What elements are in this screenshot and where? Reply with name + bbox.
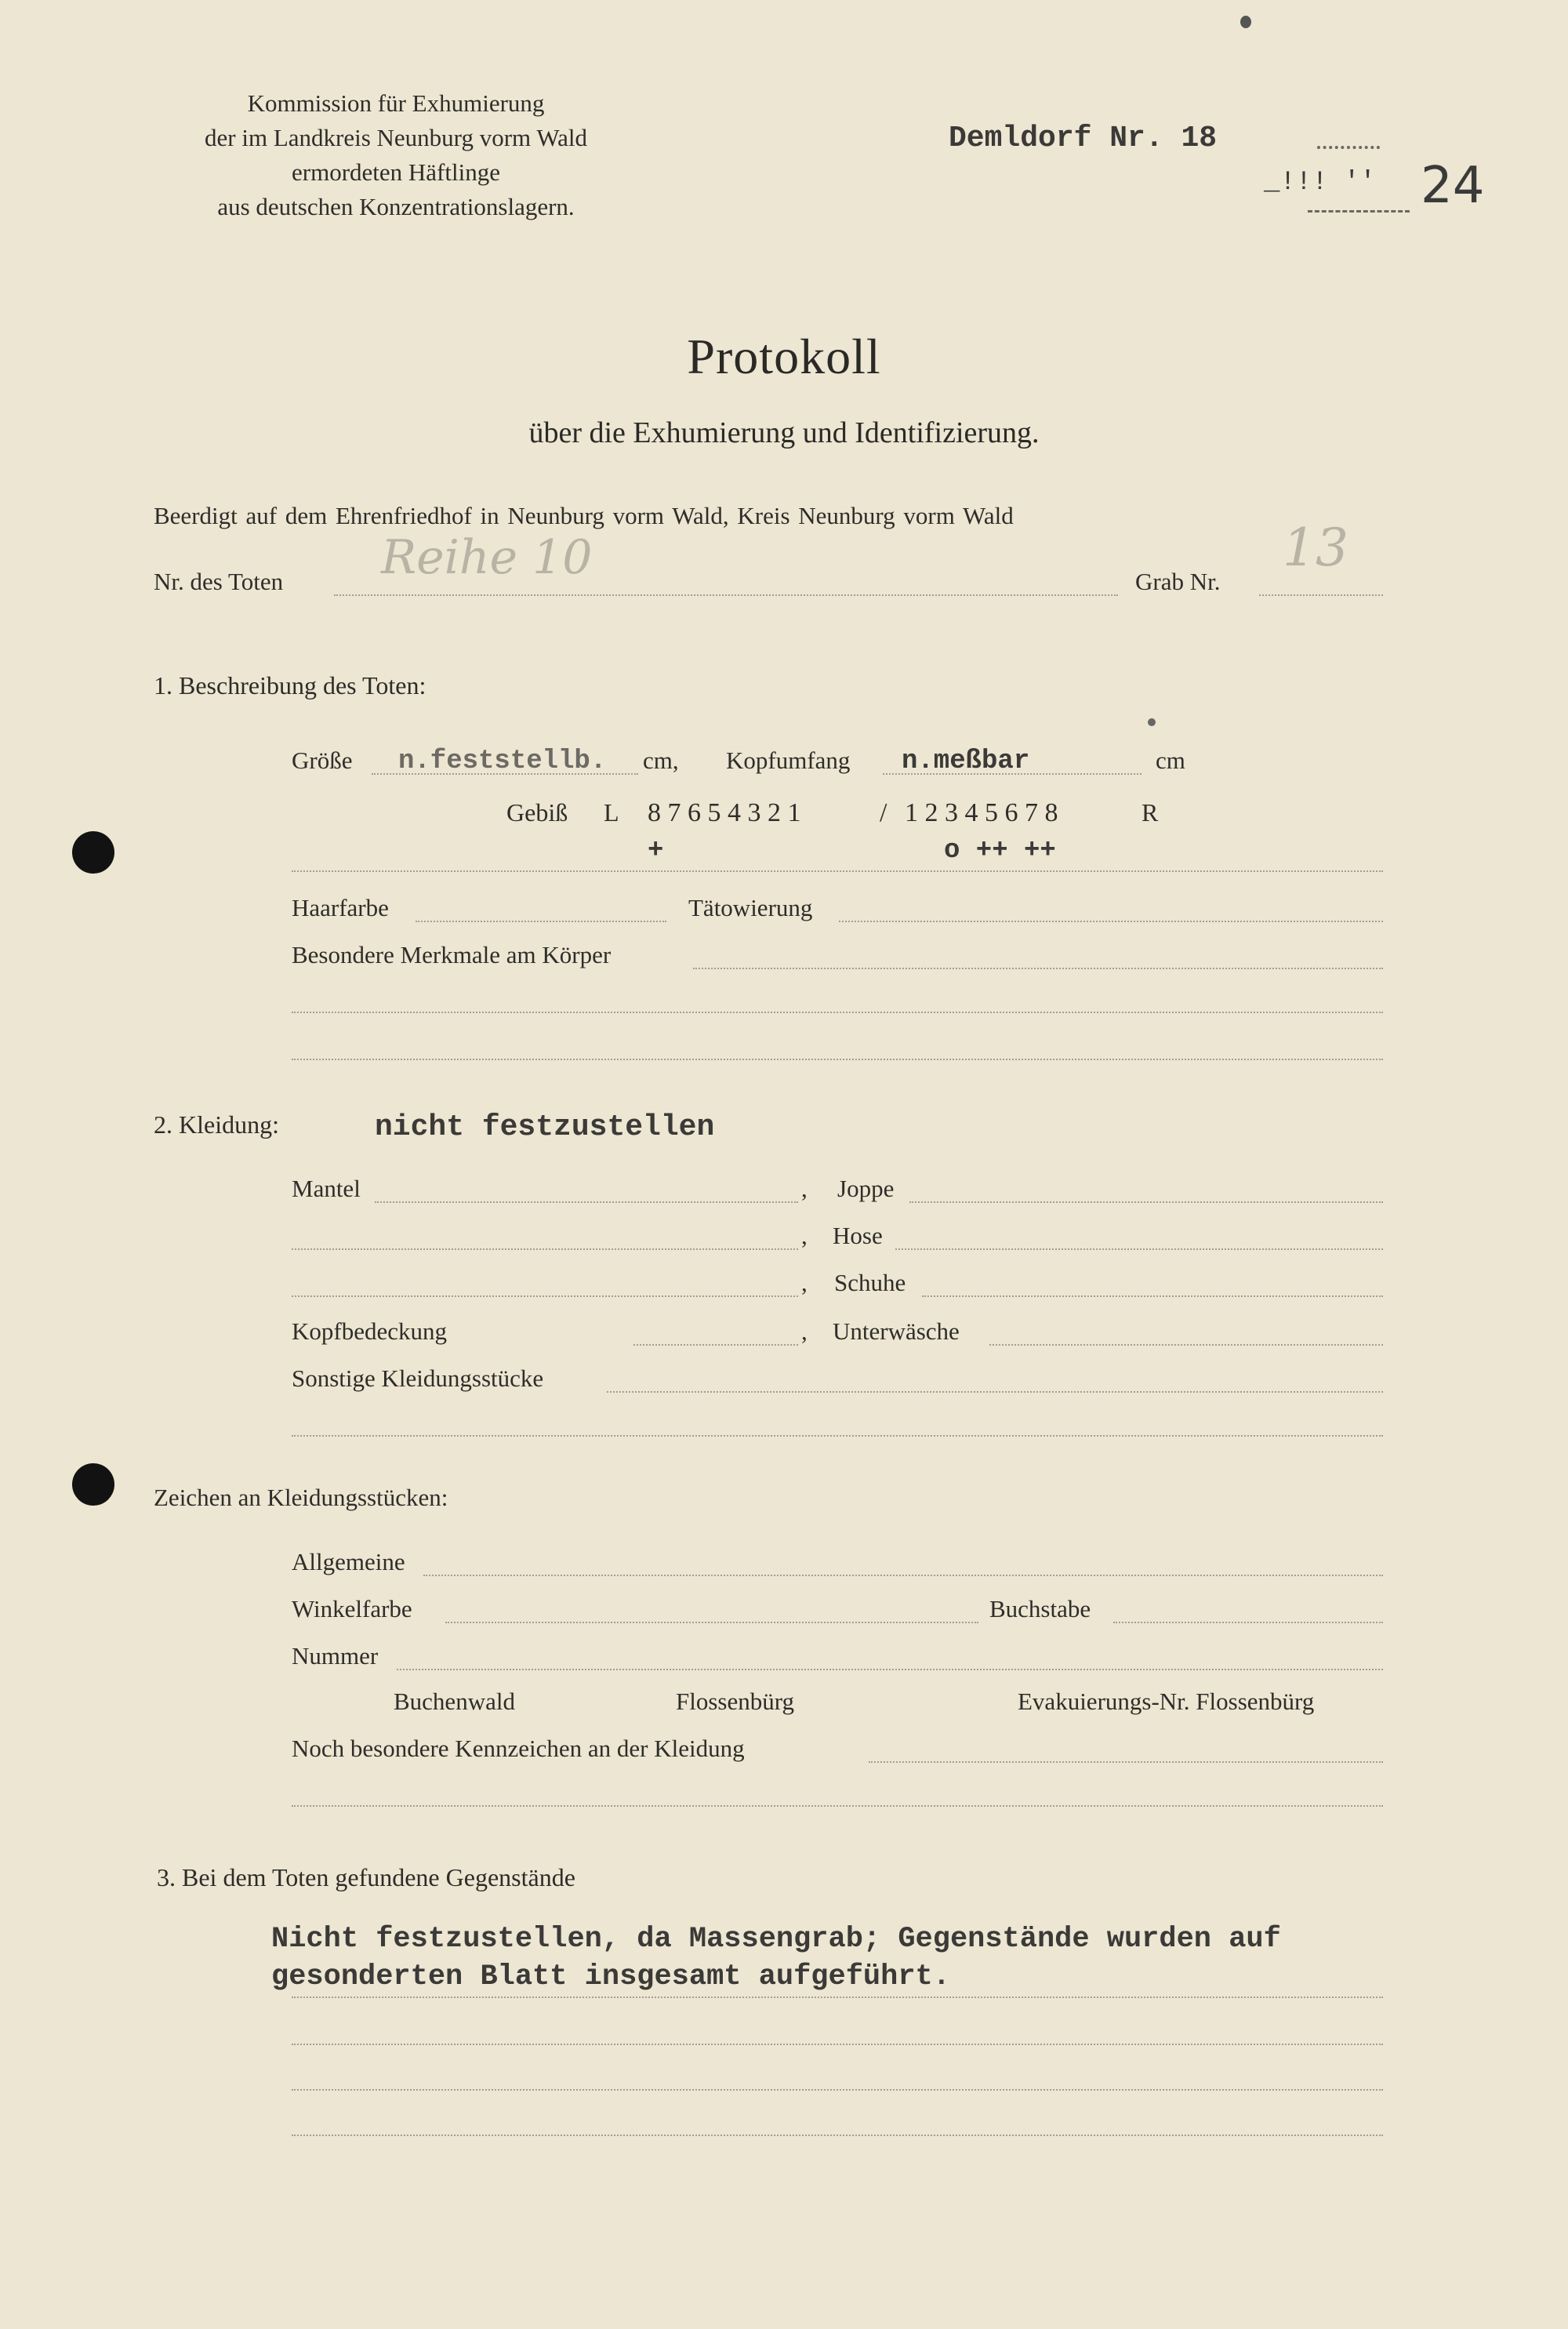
teeth-separator: / <box>880 798 887 827</box>
other-marks-label: Noch besondere Kennzeichen an der Kleidung <box>292 1735 745 1762</box>
section-1-heading: 1. Beschreibung des Toten: <box>154 671 426 699</box>
reference-mark: _!!! '' <box>1264 168 1376 198</box>
other-clothing-dots <box>607 1391 1383 1393</box>
found-items-line-d <box>292 2135 1383 2136</box>
shoes-label: Schuhe <box>834 1269 906 1296</box>
height-label: Größe <box>292 747 353 774</box>
grave-number-value: 13 <box>1283 518 1348 578</box>
coat-dots <box>375 1201 798 1203</box>
grave-number-dots <box>1259 594 1383 596</box>
commission-line: der im Landkreis Neunburg vorm Wald <box>205 124 587 151</box>
commission-line: Kommission für Exhumierung <box>247 89 545 117</box>
clothing-marks-heading: Zeichen an Kleidungsstücken: <box>154 1484 448 1511</box>
teeth-left-side: L <box>604 798 619 827</box>
shoes-left-dots <box>292 1295 798 1297</box>
trousers-left-dots <box>292 1248 798 1250</box>
commission-line: aus deutschen Konzentrationslagern. <box>217 193 575 220</box>
number-dots <box>397 1669 1383 1670</box>
special-marks-line-2 <box>292 1012 1383 1013</box>
page-title: Protokoll <box>687 329 881 384</box>
dead-number-value: Reihe 10 <box>381 530 593 585</box>
other-marks-dots <box>869 1761 1383 1763</box>
commission-header <box>141 86 651 224</box>
teeth-label: Gebiß <box>506 798 568 827</box>
other-clothing-line-2 <box>292 1435 1383 1437</box>
clothing-value: nicht festzustellen <box>375 1110 715 1144</box>
burial-line: Beerdigt auf dem Ehrenfriedhof in Neunburg vorm Wald, Kreis Neunburg vorm Wald <box>154 502 1014 529</box>
hair-color-label: Haarfarbe <box>292 894 389 921</box>
head-circumference-unit: cm <box>1156 747 1185 774</box>
shoes-dots <box>922 1295 1383 1297</box>
commission-line: ermordeten Häftlinge <box>292 158 500 186</box>
teeth-dots <box>292 870 1383 872</box>
section-2-heading: 2. Kleidung: <box>154 1110 279 1139</box>
punch-hole-bottom <box>72 1463 114 1506</box>
letter-dots <box>1113 1622 1383 1623</box>
found-items-line-a <box>292 1997 1383 1998</box>
coat-label: Mantel <box>292 1175 361 1202</box>
headwear-label: Kopfbedeckung <box>292 1317 447 1345</box>
general-label: Allgemeine <box>292 1548 405 1575</box>
height-unit: cm, <box>643 747 679 774</box>
ink-speck <box>1240 16 1251 28</box>
header-dashes <box>1308 210 1410 213</box>
teeth-marks-left: + <box>648 836 664 866</box>
number-label: Nummer <box>292 1642 379 1670</box>
section-3-heading: 3. Bei dem Toten gefundene Gegenstände <box>157 1863 575 1891</box>
buchenwald-label: Buchenwald <box>394 1688 515 1715</box>
found-items-line-1: Nicht festzustellen, da Massengrab; Gegenstände wurden auf <box>271 1923 1281 1956</box>
comma: , <box>801 1317 808 1345</box>
punch-hole-top <box>72 831 114 874</box>
found-items-line-2: gesonderten Blatt insgesamt aufgeführt. <box>271 1960 950 1993</box>
badge-color-label: Winkelfarbe <box>292 1595 412 1622</box>
page-subtitle: über die Exhumierung und Identifizierung. <box>528 416 1040 449</box>
comma: , <box>801 1269 808 1296</box>
dead-number-dots <box>334 594 1118 596</box>
height-value: n.feststellb. <box>398 747 607 776</box>
special-marks-line-3 <box>292 1059 1383 1060</box>
ink-speck <box>1148 718 1156 726</box>
found-items-line-c <box>292 2089 1383 2091</box>
flossenbuerg-label: Flossenbürg <box>676 1688 795 1715</box>
hair-color-dots <box>416 921 666 922</box>
head-circumference-label: Kopfumfang <box>726 747 851 774</box>
header-dots <box>1317 146 1380 149</box>
underwear-dots <box>989 1344 1383 1346</box>
letter-label: Buchstabe <box>989 1595 1091 1622</box>
badge-color-dots <box>445 1622 978 1623</box>
teeth-right-numbers: 1 2 3 4 5 6 7 8 <box>905 798 1058 827</box>
teeth-left-numbers: 8 7 6 5 4 3 2 1 <box>648 798 801 827</box>
tattoo-dots <box>839 921 1383 922</box>
evacuation-number-label: Evakuierungs-Nr. Flossenbürg <box>1018 1688 1315 1715</box>
teeth-right-side: R <box>1142 798 1159 827</box>
reference-number: Demldorf Nr. 18 <box>949 122 1218 155</box>
grave-number-label: Grab Nr. <box>1135 568 1221 595</box>
special-marks-dots <box>693 968 1383 969</box>
jacket-label: Joppe <box>837 1175 895 1202</box>
page-number: 24 <box>1421 157 1485 215</box>
comma: , <box>801 1222 808 1249</box>
trousers-dots <box>895 1248 1383 1250</box>
teeth-marks-right: o ++ ++ <box>944 836 1056 866</box>
other-marks-line-2 <box>292 1805 1383 1807</box>
underwear-label: Unterwäsche <box>833 1317 960 1345</box>
tattoo-label: Tätowierung <box>688 894 813 921</box>
head-circumference-value: n.meßbar <box>902 747 1030 776</box>
dead-number-label: Nr. des Toten <box>154 568 284 595</box>
other-clothing-label: Sonstige Kleidungsstücke <box>292 1364 544 1392</box>
jacket-dots <box>909 1201 1383 1203</box>
special-marks-label: Besondere Merkmale am Körper <box>292 941 612 968</box>
general-dots <box>423 1575 1383 1576</box>
headwear-dots <box>633 1344 798 1346</box>
comma: , <box>801 1175 808 1202</box>
found-items-line-b <box>292 2044 1383 2045</box>
trousers-label: Hose <box>833 1222 883 1249</box>
